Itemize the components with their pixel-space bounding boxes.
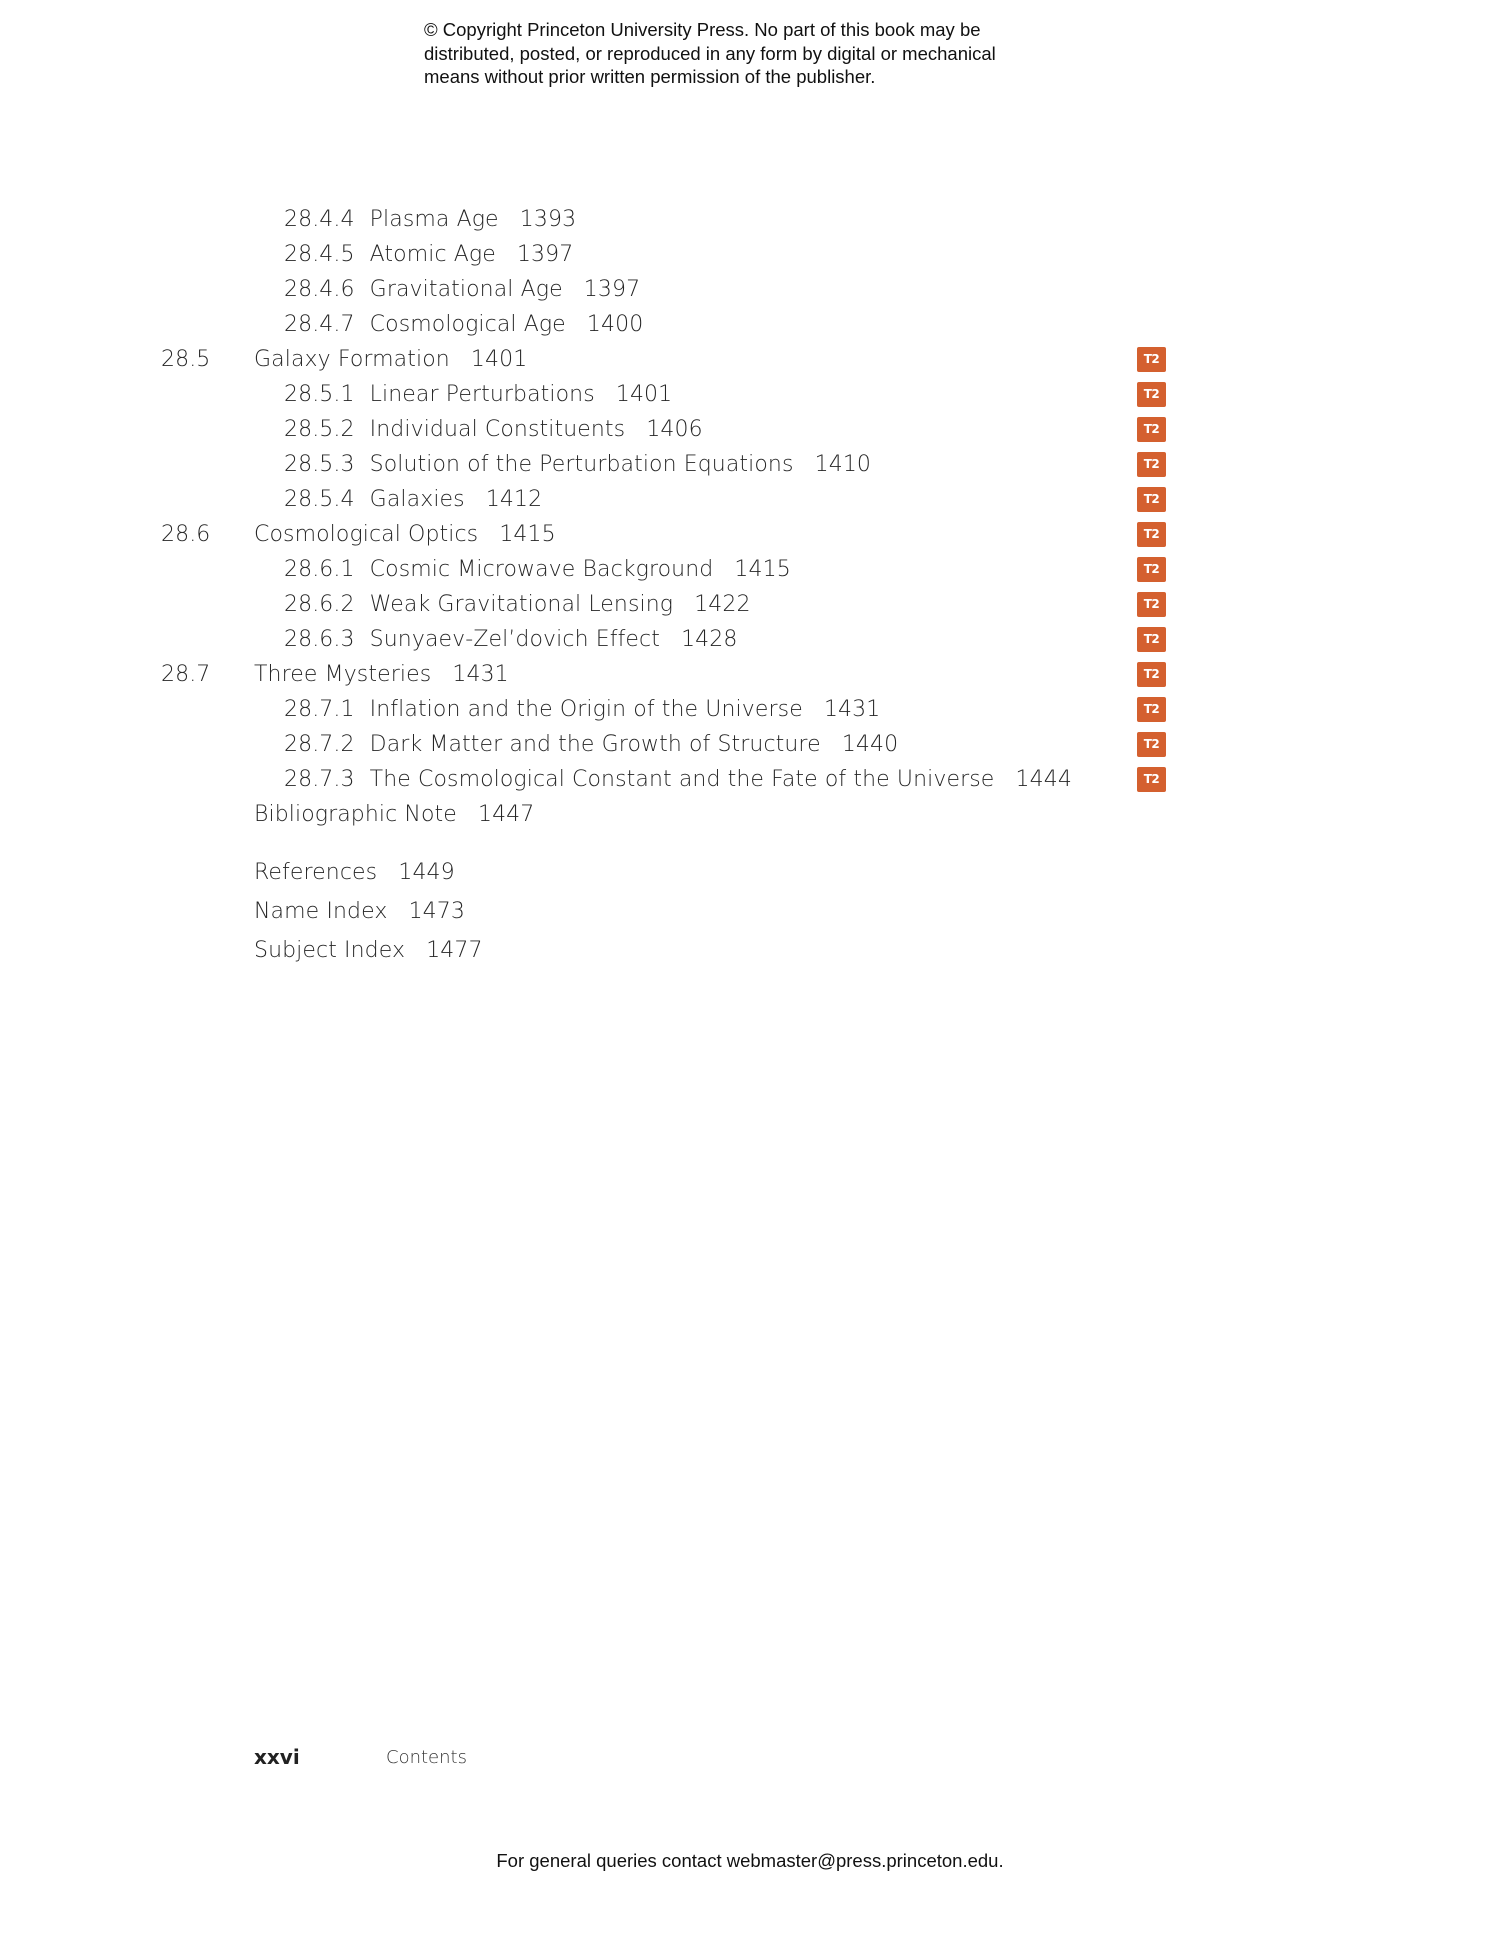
t2-badge-icon: T2 <box>1137 662 1166 687</box>
entry-page: 1431 <box>452 662 509 687</box>
entry-page: 1477 <box>426 938 483 963</box>
entry-title: Gravitational Age <box>369 277 563 302</box>
entry-title: Name Index <box>254 899 388 924</box>
entry-page: 1406 <box>646 417 703 442</box>
entry-page: 1422 <box>694 592 751 617</box>
entry-page: 1444 <box>1015 767 1072 792</box>
entry-page: 1401 <box>470 347 528 372</box>
t2-badge-icon: T2 <box>1137 522 1166 547</box>
entry-title: Plasma Age <box>369 207 499 232</box>
entry-number: 28.7.1 <box>284 697 355 722</box>
entry-page: 1401 <box>615 382 673 407</box>
page-number: xxvi <box>254 1745 300 1769</box>
entry-title: Linear Perturbations <box>369 382 595 407</box>
entry-page: 1449 <box>398 860 455 885</box>
section-number: 28.7 <box>161 662 211 687</box>
entry-number: 28.4.5 <box>284 242 355 267</box>
entry-page: 1415 <box>499 522 556 547</box>
entry-number: 28.5.4 <box>284 487 355 512</box>
entry-page: 1400 <box>586 312 644 337</box>
copyright-line: means without prior written permission of the publisher. <box>424 66 876 87</box>
t2-badge-icon: T2 <box>1137 452 1166 477</box>
toc-entry[interactable] <box>0 240 1500 270</box>
copyright-line: distributed, posted, or reproduced in any form by digital or mechanical <box>424 42 996 64</box>
toc-entry[interactable] <box>0 555 1500 585</box>
toc-section[interactable] <box>0 660 1500 690</box>
entry-title: Sunyaev-Zel’dovich Effect <box>369 627 660 652</box>
entry-title: Atomic Age <box>369 242 496 267</box>
t2-badge-icon: T2 <box>1137 767 1166 792</box>
toc-entry[interactable] <box>0 415 1500 445</box>
t2-badge-icon: T2 <box>1137 417 1166 442</box>
toc-entry[interactable] <box>0 205 1500 235</box>
toc-entry[interactable] <box>0 275 1500 305</box>
entry-title: Dark Matter and the Growth of Structure <box>369 732 821 757</box>
entry-page: 1397 <box>583 277 641 302</box>
copyright-line: © Copyright Princeton University Press. No part of this book may be <box>424 19 981 40</box>
entry-page: 1410 <box>814 452 872 477</box>
entry-title: Cosmic Microwave Background <box>369 557 714 582</box>
entry-title: Bibliographic Note <box>254 802 457 827</box>
toc-entry[interactable] <box>0 897 1500 927</box>
entry-page: 1428 <box>681 627 738 652</box>
entry-number: 28.6.1 <box>284 557 355 582</box>
copyright-notice <box>424 18 1064 89</box>
toc-entry[interactable] <box>0 730 1500 760</box>
entry-number: 28.5.1 <box>284 382 355 407</box>
entry-title: Weak Gravitational Lensing <box>369 592 674 617</box>
entry-title: Galaxy Formation <box>254 347 450 372</box>
entry-page: 1447 <box>477 802 535 827</box>
toc-entry[interactable] <box>0 450 1500 480</box>
entry-number: 28.7.2 <box>284 732 355 757</box>
toc-entry[interactable] <box>0 936 1500 966</box>
entry-title: Individual Constituents <box>369 417 626 442</box>
entry-page: 1440 <box>841 732 899 757</box>
t2-badge-icon: T2 <box>1137 557 1166 582</box>
entry-title: Solution of the Perturbation Equations <box>369 452 794 477</box>
t2-badge-icon: T2 <box>1137 487 1166 512</box>
entry-page: 1431 <box>823 697 881 722</box>
toc-entry[interactable] <box>0 695 1500 725</box>
entry-title: References <box>254 860 378 885</box>
toc-section[interactable] <box>0 345 1500 375</box>
entry-number: 28.4.4 <box>284 207 355 232</box>
entry-number: 28.7.3 <box>284 767 355 792</box>
entry-title: Three Mysteries <box>254 662 432 687</box>
entry-page: 1397 <box>516 242 574 267</box>
entry-title: Inflation and the Origin of the Universe <box>369 697 803 722</box>
t2-badge-icon: T2 <box>1137 592 1166 617</box>
entry-number: 28.5.3 <box>284 452 355 477</box>
entry-page: 1415 <box>734 557 791 582</box>
entry-page: 1412 <box>485 487 543 512</box>
entry-title: Cosmological Optics <box>254 522 479 547</box>
t2-badge-icon: T2 <box>1137 732 1166 757</box>
entry-number: 28.4.7 <box>284 312 355 337</box>
entry-title: Cosmological Age <box>369 312 566 337</box>
section-number: 28.6 <box>161 522 211 547</box>
toc-entry[interactable] <box>0 380 1500 410</box>
toc-entry[interactable] <box>0 625 1500 655</box>
entry-title: Galaxies <box>369 487 465 512</box>
toc-entry[interactable] <box>0 590 1500 620</box>
t2-badge-icon: T2 <box>1137 347 1166 372</box>
toc-section[interactable] <box>0 520 1500 550</box>
toc-entry[interactable] <box>0 800 1500 830</box>
t2-badge-icon: T2 <box>1137 382 1166 407</box>
entry-number: 28.6.3 <box>284 627 355 652</box>
entry-title: The Cosmological Constant and the Fate of the Universe <box>369 767 995 792</box>
entry-number: 28.5.2 <box>284 417 355 442</box>
toc-entry[interactable] <box>0 485 1500 515</box>
toc-entry[interactable] <box>0 310 1500 340</box>
entry-number: 28.6.2 <box>284 592 355 617</box>
running-title: Contents <box>386 1747 467 1768</box>
entry-page: 1473 <box>408 899 465 924</box>
entry-page: 1393 <box>519 207 577 232</box>
queries-notice: For general queries contact webmaster@press.princeton.edu. <box>496 1850 1004 1871</box>
section-number: 28.5 <box>161 347 211 372</box>
entry-title: Subject Index <box>254 938 406 963</box>
t2-badge-icon: T2 <box>1137 697 1166 722</box>
t2-badge-icon: T2 <box>1137 627 1166 652</box>
entry-number: 28.4.6 <box>284 277 355 302</box>
toc-entry[interactable] <box>0 765 1500 795</box>
toc-entry[interactable] <box>0 858 1500 888</box>
